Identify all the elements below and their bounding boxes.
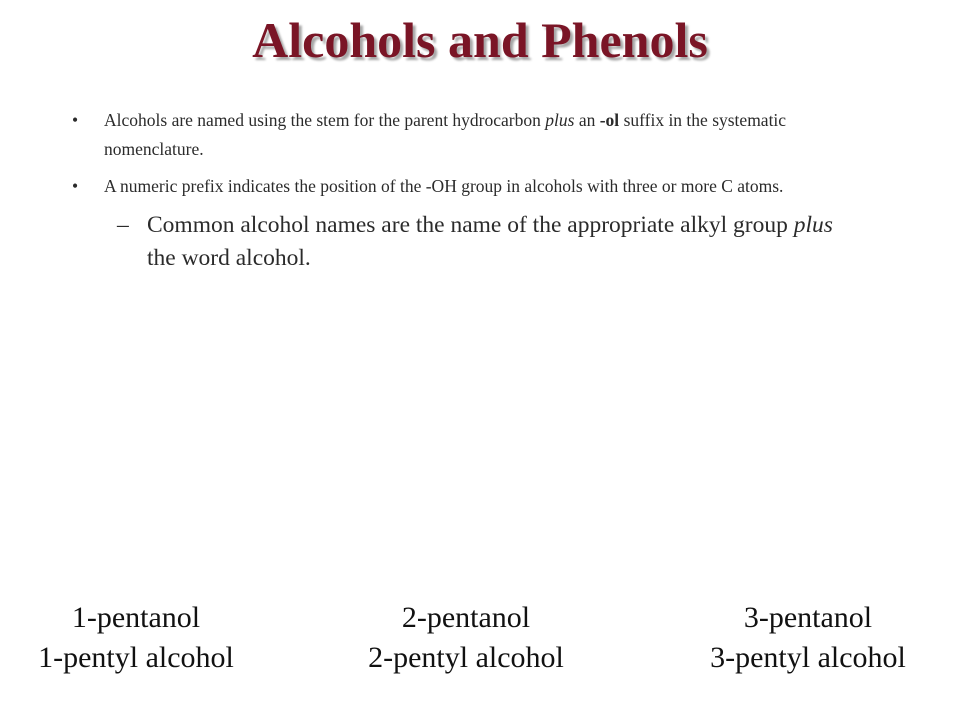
common-name: 3-pentyl alcohol — [710, 641, 906, 674]
emphasis-plus: plus — [545, 110, 575, 130]
bullet-text: suffix in the systematic nomenclature. — [104, 110, 787, 159]
bullet-item-alcohol-naming — [72, 106, 862, 164]
systematic-name: 1-pentanol — [71, 601, 201, 634]
sub-bullet-common-names — [72, 209, 862, 275]
bullet-list — [72, 106, 862, 275]
bullet-text: Alcohols are named using the stem for the parent hydrocarbon — [104, 110, 546, 130]
systematic-name: 2-pentanol — [401, 601, 531, 634]
sub-bullet-text: the word alcohol. — [147, 245, 311, 271]
bullet-marker: • — [72, 176, 79, 196]
compound-2 — [330, 598, 602, 678]
sub-bullet-text: Common alcohol names are the name of the appropriate alkyl group — [147, 212, 794, 238]
slide-title: Alcohols and Phenols — [252, 12, 708, 68]
compound-1 — [0, 598, 272, 678]
emphasis-ol-suffix: -ol — [599, 110, 620, 130]
emphasis-plus: plus — [793, 212, 833, 238]
compound-3 — [672, 598, 944, 678]
common-name: 2-pentyl alcohol — [368, 641, 564, 674]
bullet-marker: • — [72, 110, 79, 130]
sub-bullet-marker: – — [117, 212, 129, 238]
systematic-name: 3-pentanol — [743, 601, 873, 634]
bullet-text: an — [574, 110, 600, 130]
compound-names — [0, 598, 960, 678]
common-name: 1-pentyl alcohol — [38, 641, 234, 674]
bullet-item-numeric-prefix — [72, 172, 862, 201]
bullet-text: A numeric prefix indicates the position of the -OH group in alcohols with three or more C atoms. — [104, 176, 784, 196]
